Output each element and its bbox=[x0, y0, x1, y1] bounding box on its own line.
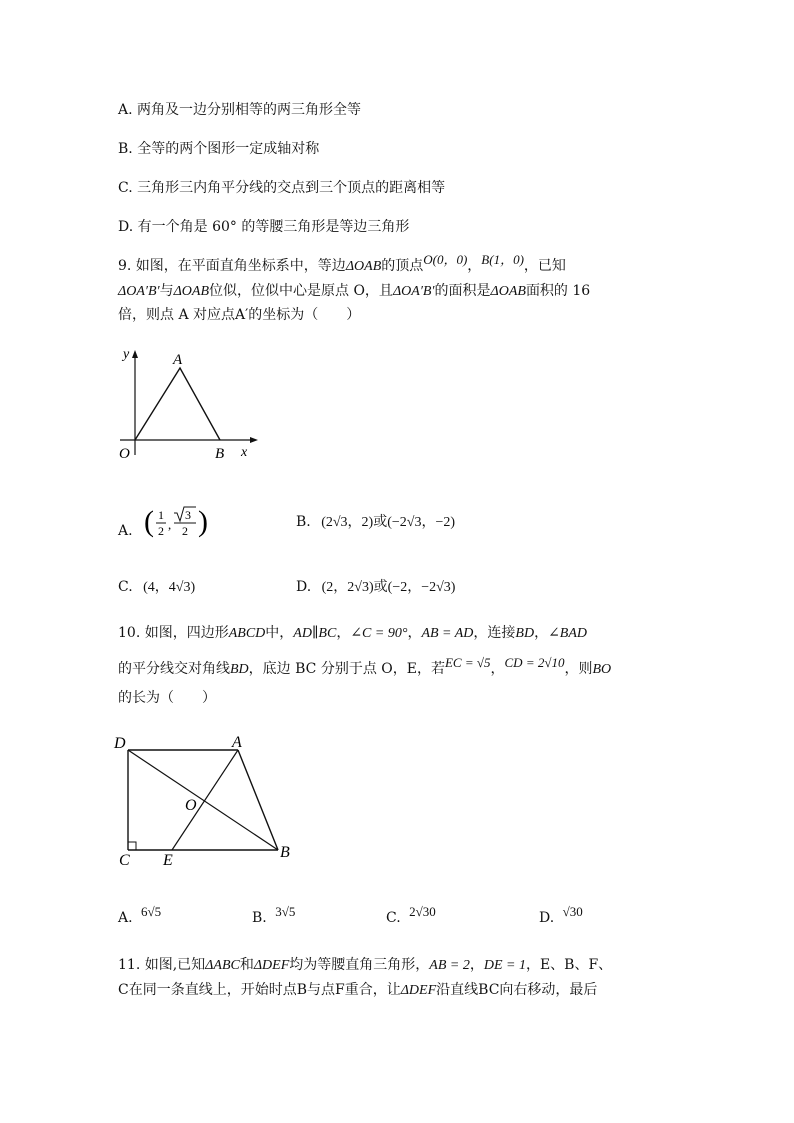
label-x: x bbox=[241, 445, 248, 460]
q10-option-c: C. 2√30 bbox=[386, 904, 436, 926]
q8-option-c: C. 三角形三内角平分线的交点到三个顶点的距离相等 bbox=[118, 180, 446, 196]
label-d: D bbox=[114, 735, 126, 752]
svg-text:): ) bbox=[198, 505, 208, 538]
label-o: O bbox=[185, 797, 197, 814]
q10-stem-line1: 10. 如图，四边形ABCD中，AD∥BC，∠C = 90°，AB = AD，连接BD，∠BAD bbox=[118, 625, 588, 641]
label-b: B bbox=[280, 844, 290, 861]
svg-text:2: 2 bbox=[158, 524, 164, 538]
q11-stem-line1: 11. 如图,已知ΔABC和ΔDEF均为等腰直角三角形，AB = 2，DE = 1，E、B、F、 bbox=[118, 957, 613, 973]
q11-stem-line2: C在同一条直线上，开始时点B与点F重合，让ΔDEF沿直线BC向右移动，最后 bbox=[118, 982, 598, 998]
q9-figure bbox=[110, 340, 270, 465]
label-e: E bbox=[163, 852, 173, 869]
label-a: A bbox=[173, 352, 183, 368]
bisector-ae bbox=[172, 750, 238, 850]
svg-text:3: 3 bbox=[185, 508, 191, 522]
label-y: y bbox=[123, 347, 130, 362]
x-arrow bbox=[250, 437, 258, 443]
q9-option-c: C. (4，4√3) bbox=[118, 579, 196, 595]
q9-a-formula bbox=[142, 505, 212, 541]
q9-option-a-value bbox=[142, 505, 212, 547]
y-arrow bbox=[132, 350, 138, 358]
q9-stem-line2: ΔOA′B′与ΔOAB位似，位似中心是原点 O，且ΔOA′B′的面积是ΔOAB面积的 16 bbox=[118, 283, 591, 299]
triangle-oab bbox=[135, 368, 220, 440]
q9-stem-line3: 倍，则点 A 对应点A′的坐标为（ ） bbox=[118, 307, 361, 323]
svg-text:,: , bbox=[168, 517, 172, 532]
svg-text:2: 2 bbox=[182, 524, 188, 538]
svg-text:1: 1 bbox=[158, 508, 164, 522]
label-a: A bbox=[232, 734, 242, 751]
q10-option-d: D. √30 bbox=[539, 904, 583, 926]
q9-option-b: B. (2√3，2)或(−2√3，−2) bbox=[296, 514, 456, 530]
diagonal-bd bbox=[128, 750, 278, 850]
q9-option-a-label: A. bbox=[118, 523, 133, 539]
label-c: C bbox=[119, 852, 130, 869]
q10-stem-line3: 的长为（ ） bbox=[118, 690, 216, 706]
q9-stem-line1: 9. 如图，在平面直角坐标系中，等边ΔOAB的顶点O(0，0)，B(1，0)，已知 bbox=[118, 252, 566, 274]
svg-text:(: ( bbox=[144, 505, 154, 538]
q10-stem-line2: 的平分线交对角线BD，底边 BC 分别于点 O，E，若EC = √5，CD = 2√10，则BO bbox=[118, 655, 612, 677]
right-angle-mark bbox=[128, 842, 136, 850]
q10-option-a: A. 6√5 bbox=[118, 904, 162, 926]
q9-option-d: D. (2，2√3)或(−2，−2√3) bbox=[296, 579, 456, 595]
label-o: O bbox=[119, 446, 130, 462]
q8-option-b: B. 全等的两个图形一定成轴对称 bbox=[118, 141, 320, 157]
q8-option-a: A. 两角及一边分别相等的两三角形全等 bbox=[118, 102, 362, 118]
label-b: B bbox=[215, 446, 225, 462]
q10-option-b: B. 3√5 bbox=[252, 904, 296, 926]
side-ab bbox=[238, 750, 278, 850]
q8-option-d: D. 有一个角是 60° 的等腰三角形是等边三角形 bbox=[118, 219, 410, 235]
q10-figure bbox=[112, 730, 302, 870]
